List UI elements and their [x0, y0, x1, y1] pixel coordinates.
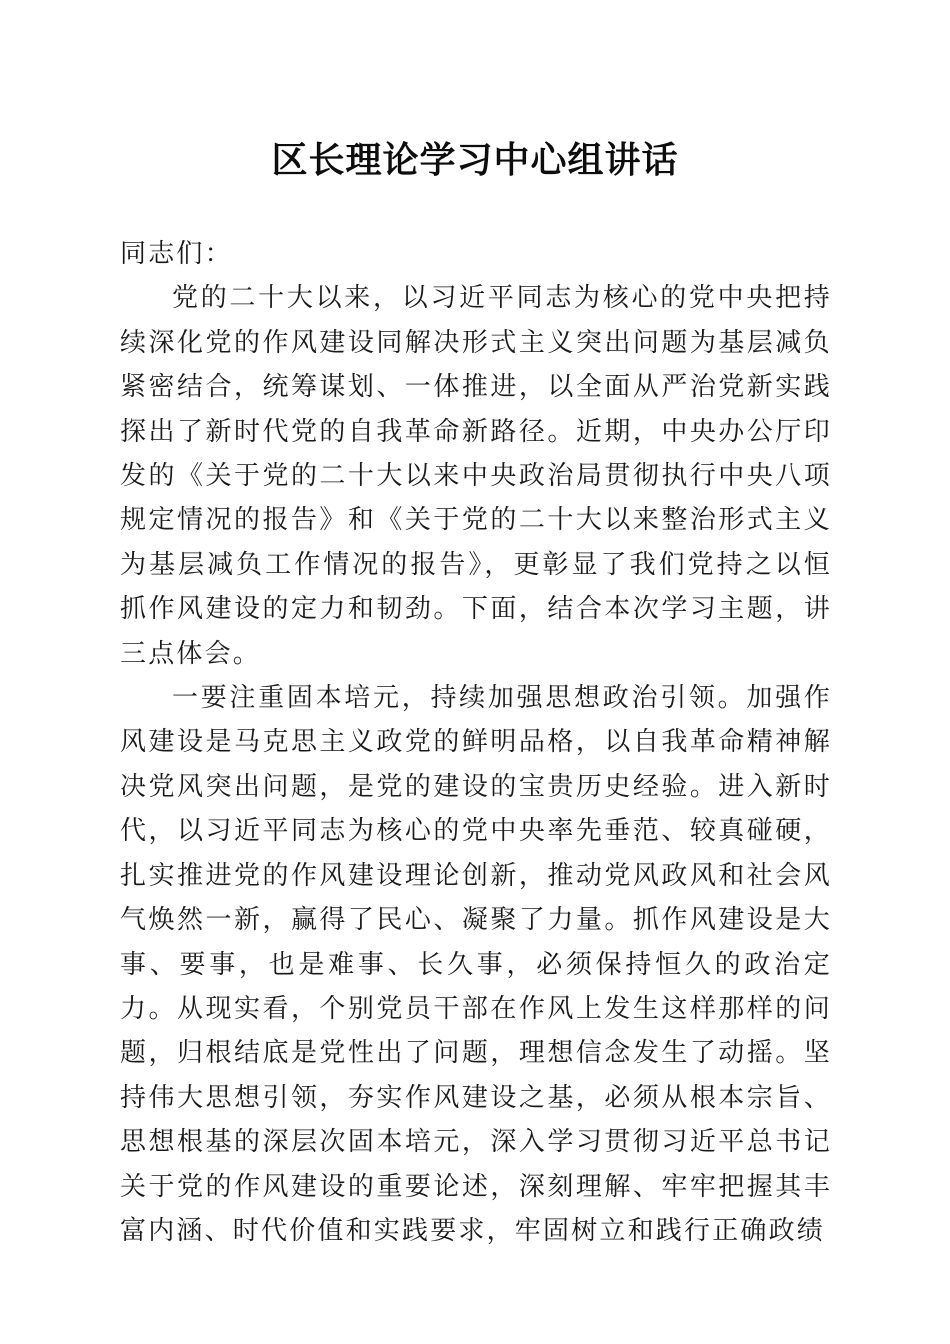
paragraph-point-one: 一要注重固本培元，持续加强思想政治引领。加强作风建设是马克思主义政党的鲜明品格，以自我革命精神解决党风突出问题，是党的建设的宝贵历史经验。进入新时代，以习近平同志为核心的党中央率先垂范、较真碰硬，扎实推进党的作风建设理论创新，推动党风政风和社会风气焕然一新，赢得了民心、凝聚了力量。抓作风建设是大事、要事，也是难事、长久事，必须保持恒久的政治定力。从现实看，个别党员干部在作风上发生这样那样的问题，归根结底是党性出了问题，理想信念发生了动摇。坚持伟大思想引领，夯实作风建设之基，必须从根本宗旨、思想根基的深层次固本培元，深入学习贯彻习近平总书记关于党的作风建设的重要论述，深刻理解、牢牢把握其丰富内涵、时代价值和实践要求，牢固树立和践行正确政绩	[120, 683, 832, 1246]
salutation: 同志们：	[120, 239, 233, 269]
document-title: 区长理论学习中心组讲话	[271, 139, 679, 181]
paragraph-intro: 党的二十大以来，以习近平同志为核心的党中央把持续深化党的作风建设同解决形式主义突出问题为基层减负紧密结合，统筹谋划、一体推进，以全面从严治党新实践探出了新时代党的自我革命新路径。近期，中央办公厅印发的《关于党的二十大以来中央政治局贯彻执行中央八项规定情况的报告》和《关于党的二十大以来整治形式主义为基层减负工作情况的报告》，更彰显了我们党持之以恒抓作风建设的定力和韧劲。下面，结合本次学习主题，讲三点体会。	[120, 283, 832, 669]
document-body	[120, 232, 832, 1253]
